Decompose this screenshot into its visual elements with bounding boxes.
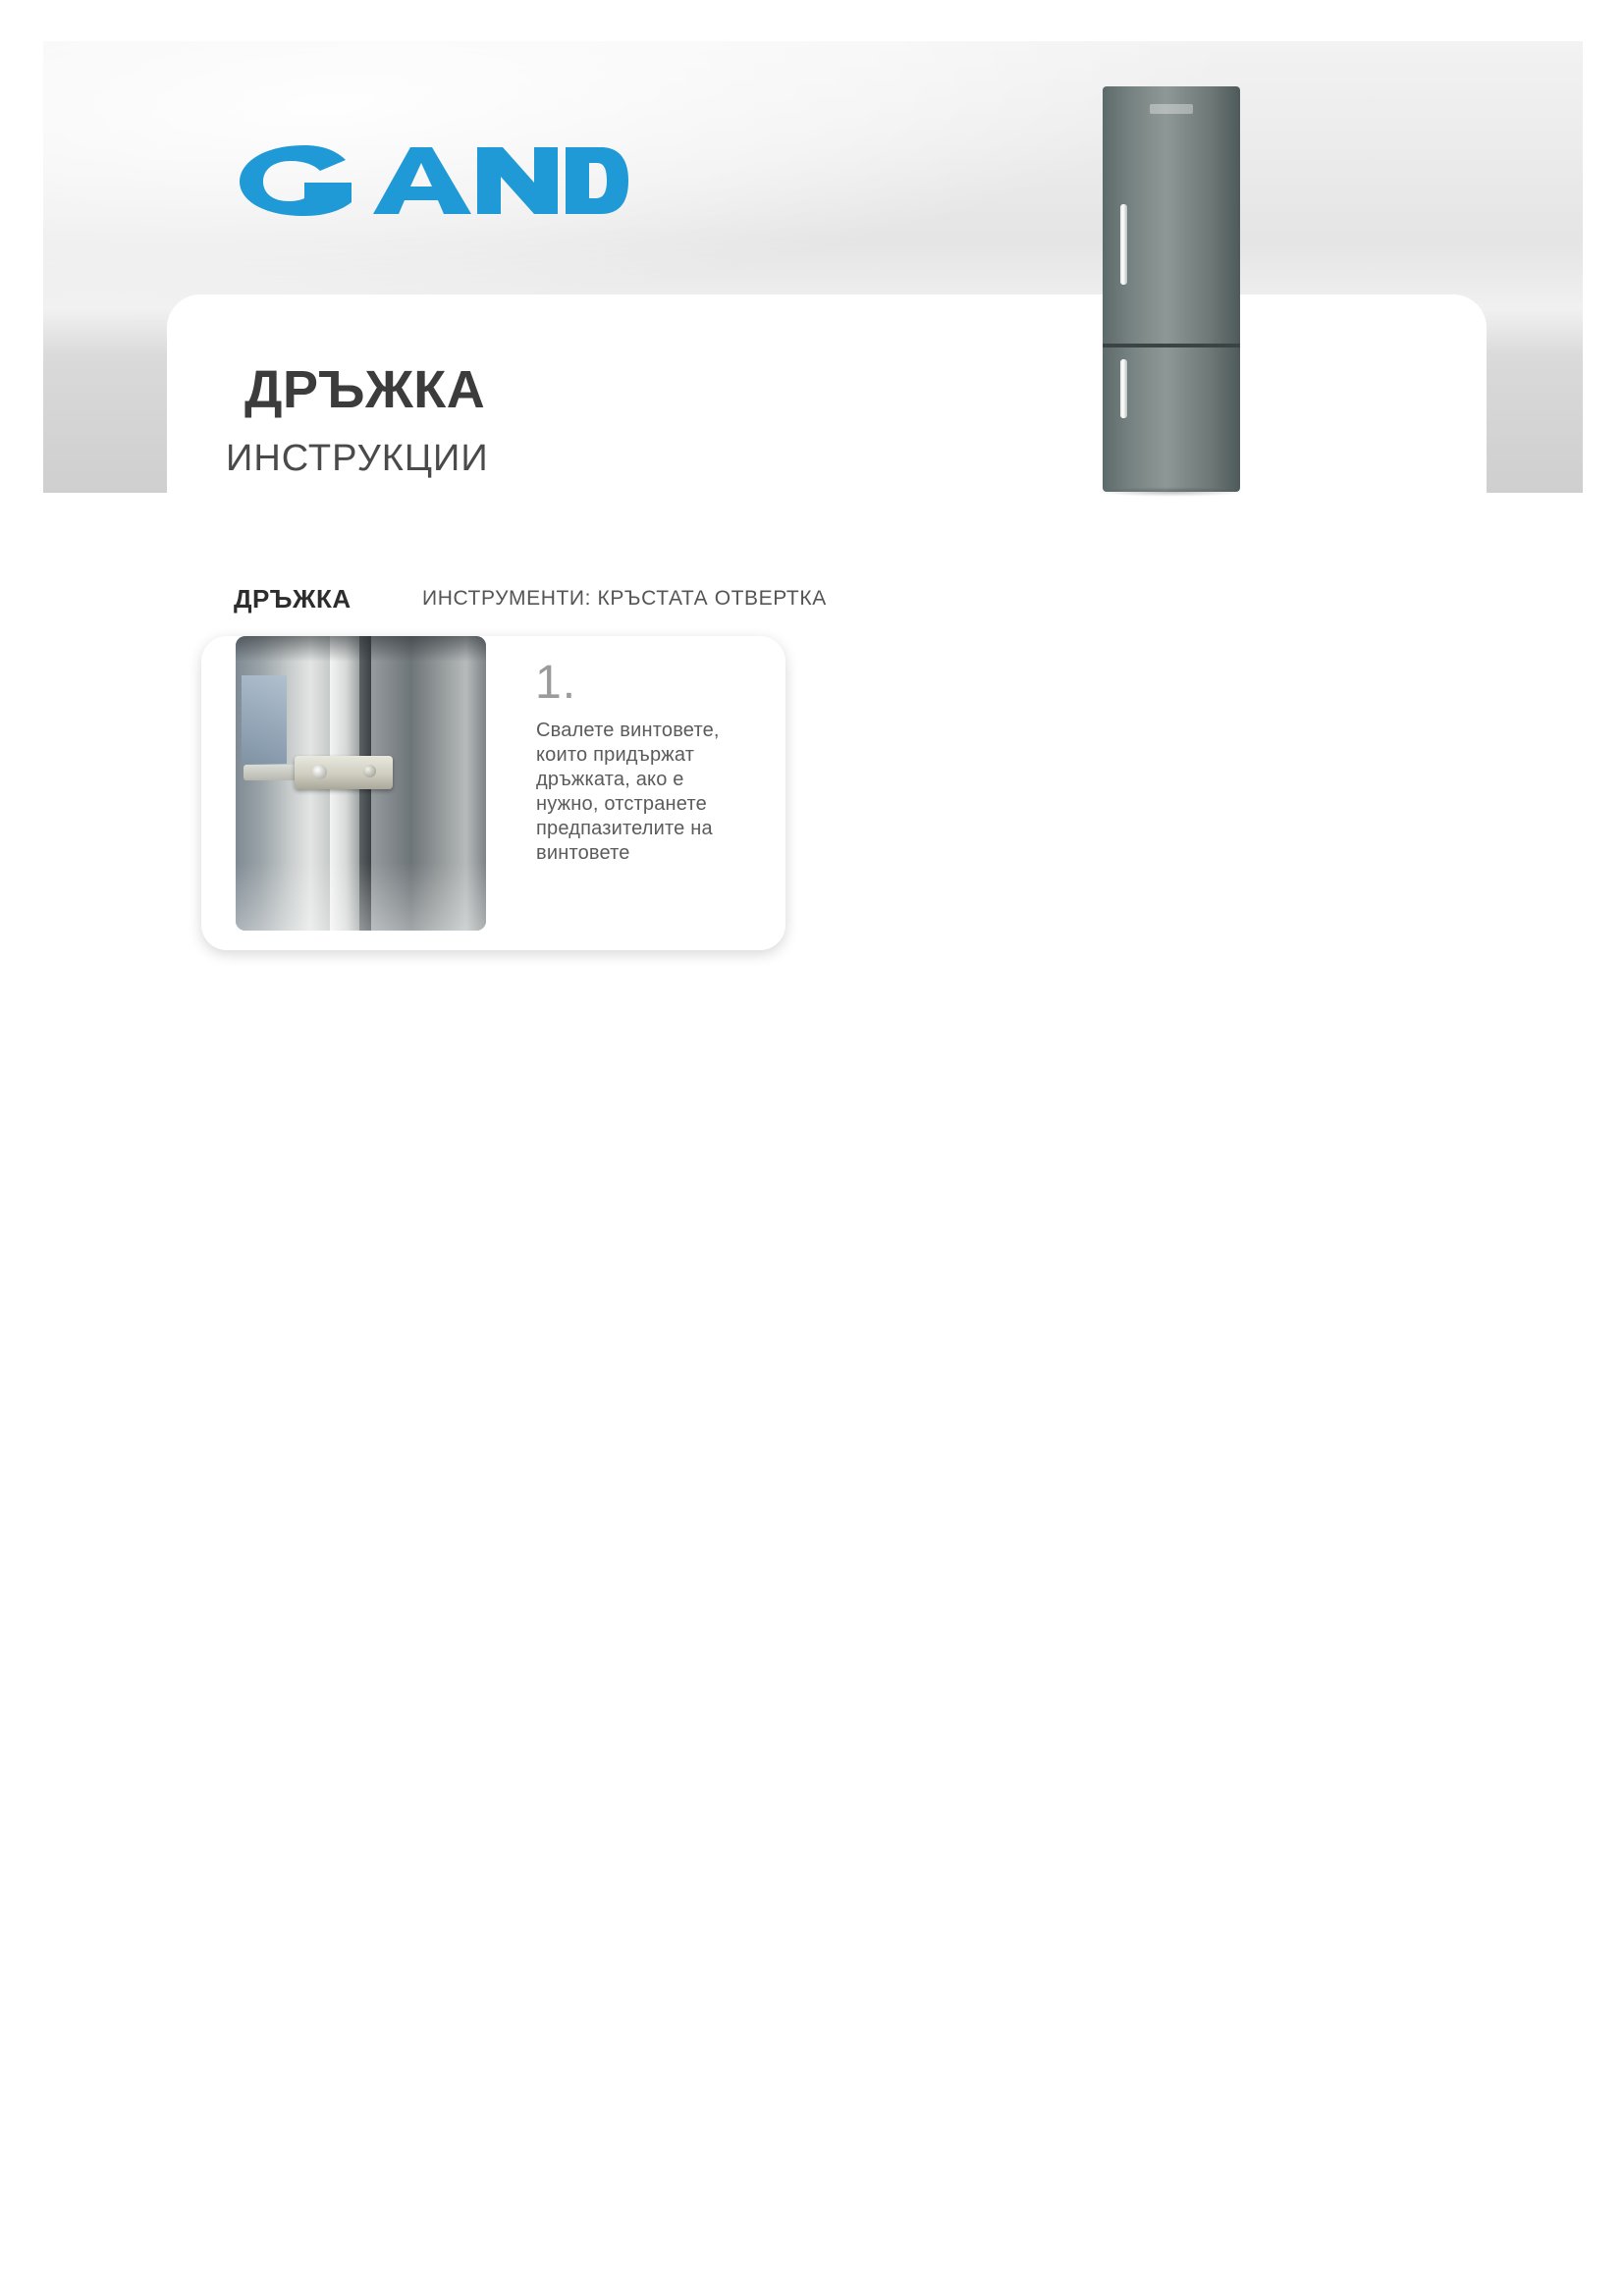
screw-icon [363, 765, 376, 777]
step-photo-top-shade [236, 636, 486, 662]
step-photo-bottom-light [236, 862, 486, 931]
fridge-shadow [1097, 487, 1246, 497]
screw-icon [312, 765, 327, 779]
fridge-lower-handle [1120, 359, 1127, 418]
step-photo-background-object [242, 675, 287, 764]
page-subtitle: ИНСТРУКЦИИ [226, 438, 489, 479]
section-label: ДРЪЖКА [234, 584, 352, 614]
step-number: 1. [535, 657, 577, 709]
handle-bracket [295, 756, 393, 789]
step-photo [236, 636, 486, 931]
page-title: ДРЪЖКА [244, 360, 486, 419]
candy-logo [236, 137, 628, 222]
tools-label: ИНСТРУМЕНТИ: КРЪСТАТА ОТВЕРТКА [422, 587, 827, 610]
step-text: Свалете винтовете, които придържат дръжката, ако е нужно, отстранете предпазителите на винтовете [536, 720, 720, 864]
fridge-brand-badge [1150, 104, 1193, 114]
refrigerator-photo [1103, 86, 1240, 492]
fridge-upper-handle [1120, 204, 1127, 285]
